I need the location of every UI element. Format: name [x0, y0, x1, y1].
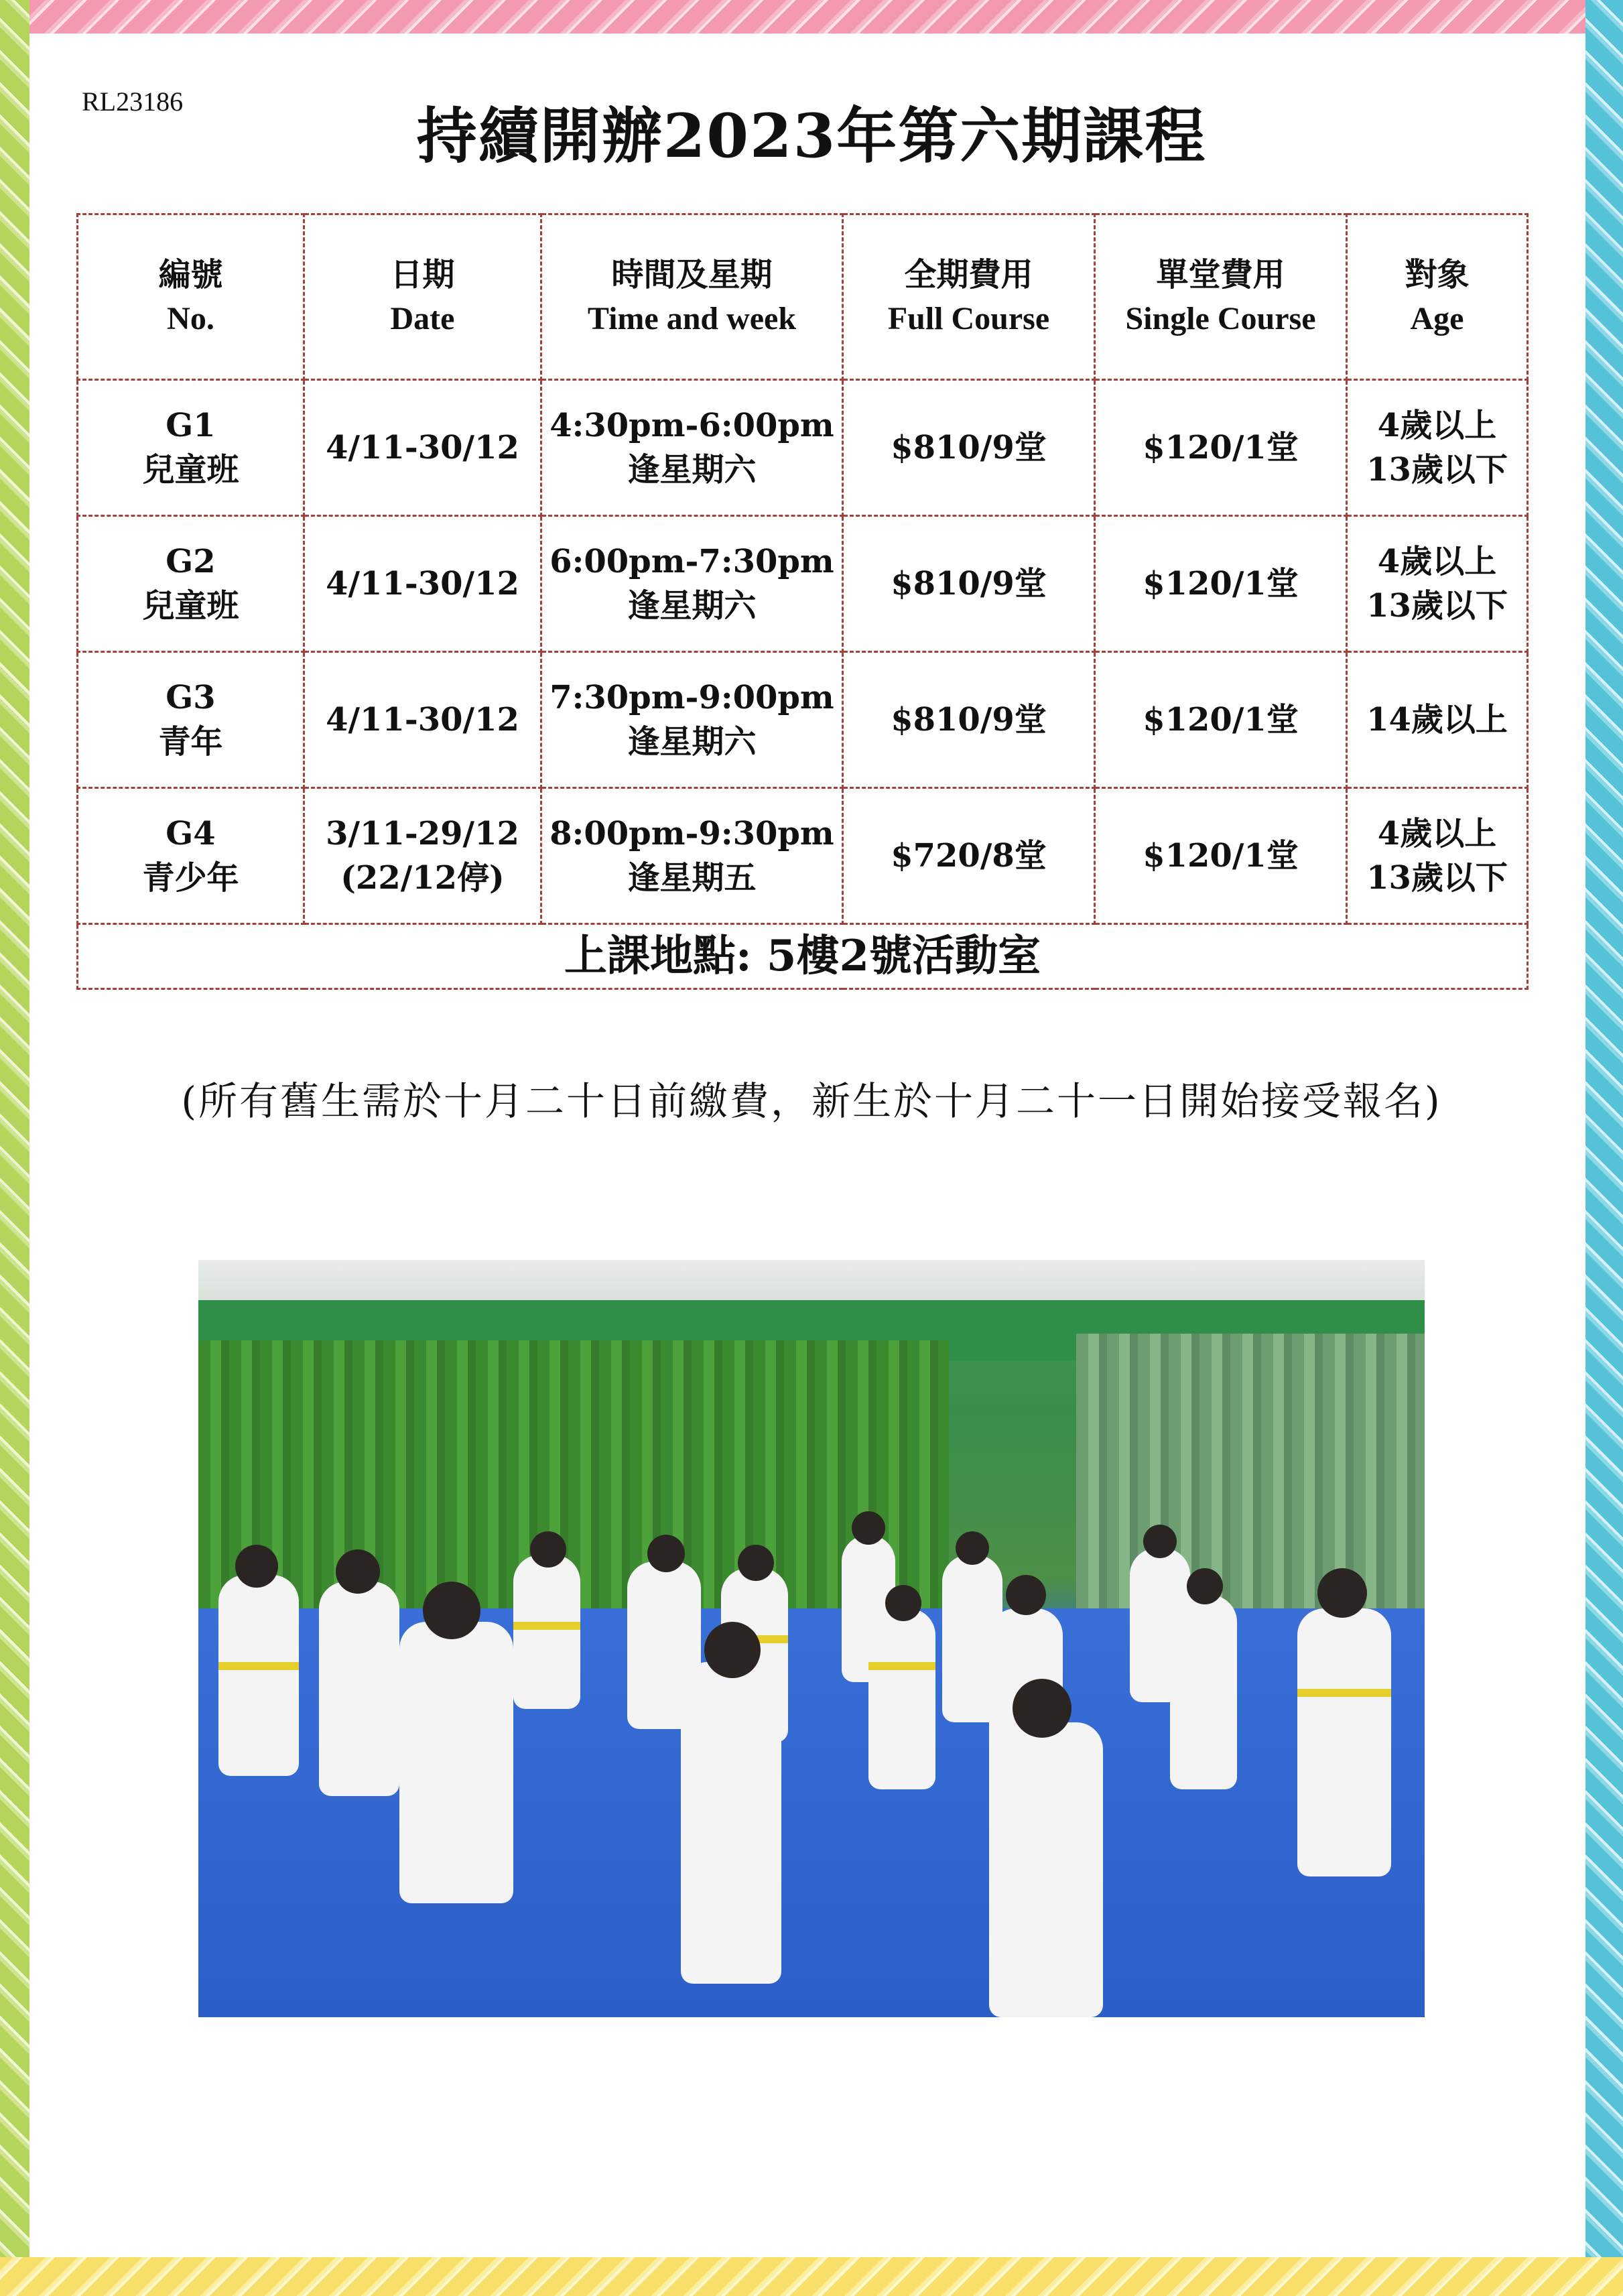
- decorative-border-left: [0, 0, 29, 2296]
- cell-single-fee: $120/1堂: [1095, 380, 1347, 516]
- registration-note: (所有舊生需於十月二十日前繳費，新生於十月二十一日開始接受報名): [181, 1078, 1442, 1124]
- cell-single-fee: $120/1堂: [1095, 788, 1347, 924]
- header-cell-single-course: 單堂費用 Single Course: [1095, 214, 1347, 380]
- cell-single-fee: $120/1堂: [1095, 652, 1347, 788]
- header-cell-full-course: 全期費用 Full Course: [843, 214, 1095, 380]
- photo-student: [989, 1722, 1103, 2017]
- photo-student: [681, 1662, 781, 1984]
- photo-student-head: [647, 1535, 685, 1572]
- decorative-border-bottom: [0, 2257, 1623, 2296]
- cell-time: 4:30pm-6:00pm 逢星期六: [541, 380, 843, 516]
- cell-date: 4/11-30/12: [304, 652, 541, 788]
- photo-student: [1297, 1608, 1391, 1876]
- cell-date: 4/11-30/12: [304, 516, 541, 652]
- photo-student-belt: [218, 1662, 299, 1670]
- cell-age: 4歲以上 13歲以下: [1347, 516, 1528, 652]
- header-cell-age: 對象 Age: [1347, 214, 1528, 380]
- photo-student-head: [423, 1582, 480, 1639]
- photo-student: [399, 1622, 513, 1903]
- cell-time: 6:00pm-7:30pm 逢星期六: [541, 516, 843, 652]
- photo-student-belt: [868, 1662, 935, 1670]
- photo-student: [513, 1555, 580, 1709]
- class-location: 上課地點: 5樓2號活動室: [78, 924, 1528, 989]
- table-footer-row: [78, 924, 1528, 989]
- cell-code: G2 兒童班: [78, 516, 304, 652]
- photo-student-head: [1006, 1575, 1046, 1615]
- taekwondo-class-photo: [198, 1260, 1425, 2017]
- table-row: [78, 652, 1528, 788]
- decorative-border-top: [0, 0, 1623, 34]
- photo-student-head: [1143, 1525, 1177, 1558]
- cell-full-fee: $720/8堂: [843, 788, 1095, 924]
- cell-code: G1 兒童班: [78, 380, 304, 516]
- cell-date: 3/11-29/12 (22/12停): [304, 788, 541, 924]
- course-schedule-table: [76, 213, 1529, 990]
- photo-student-head: [235, 1545, 278, 1588]
- header-cell-time: 時間及星期 Time and week: [541, 214, 843, 380]
- table-row: [78, 380, 1528, 516]
- photo-instructor-head: [852, 1511, 885, 1545]
- photo-student-head: [885, 1585, 921, 1621]
- cell-full-fee: $810/9堂: [843, 652, 1095, 788]
- cell-code: G4 青少年: [78, 788, 304, 924]
- photo-student-head: [1317, 1568, 1367, 1618]
- cell-date: 4/11-30/12: [304, 380, 541, 516]
- photo-student-belt: [513, 1622, 580, 1630]
- cell-code: G3 青年: [78, 652, 304, 788]
- cell-time: 7:30pm-9:00pm 逢星期六: [541, 652, 843, 788]
- photo-student-head: [1187, 1568, 1223, 1604]
- photo-student: [218, 1575, 299, 1776]
- cell-full-fee: $810/9堂: [843, 380, 1095, 516]
- photo-student-head: [1013, 1679, 1072, 1738]
- header-cell-no: 編號 No.: [78, 214, 304, 380]
- photo-student-belt: [1297, 1689, 1391, 1697]
- photo-light-curtain: [1076, 1334, 1425, 1629]
- cell-single-fee: $120/1堂: [1095, 516, 1347, 652]
- cell-age: 14歲以上: [1347, 652, 1528, 788]
- photo-student: [319, 1582, 399, 1796]
- photo-student-head: [336, 1549, 380, 1594]
- photo-student-head: [704, 1622, 761, 1678]
- cell-age: 4歲以上 13歲以下: [1347, 788, 1528, 924]
- photo-student: [868, 1608, 935, 1789]
- cell-age: 4歲以上 13歲以下: [1347, 380, 1528, 516]
- page-title: 持續開辦2023年第六期課程: [416, 101, 1207, 172]
- photo-student-head: [956, 1531, 989, 1565]
- table-row: [78, 516, 1528, 652]
- decorative-border-right: [1585, 0, 1623, 2296]
- photo-student: [1170, 1595, 1237, 1789]
- cell-time: 8:00pm-9:30pm 逢星期五: [541, 788, 843, 924]
- reference-code: RL23186: [82, 86, 184, 117]
- photo-student-head: [738, 1545, 774, 1581]
- photo-student-head: [530, 1531, 566, 1568]
- table-row: [78, 788, 1528, 924]
- table-header-row: [78, 214, 1528, 380]
- header-cell-date: 日期 Date: [304, 214, 541, 380]
- cell-full-fee: $810/9堂: [843, 516, 1095, 652]
